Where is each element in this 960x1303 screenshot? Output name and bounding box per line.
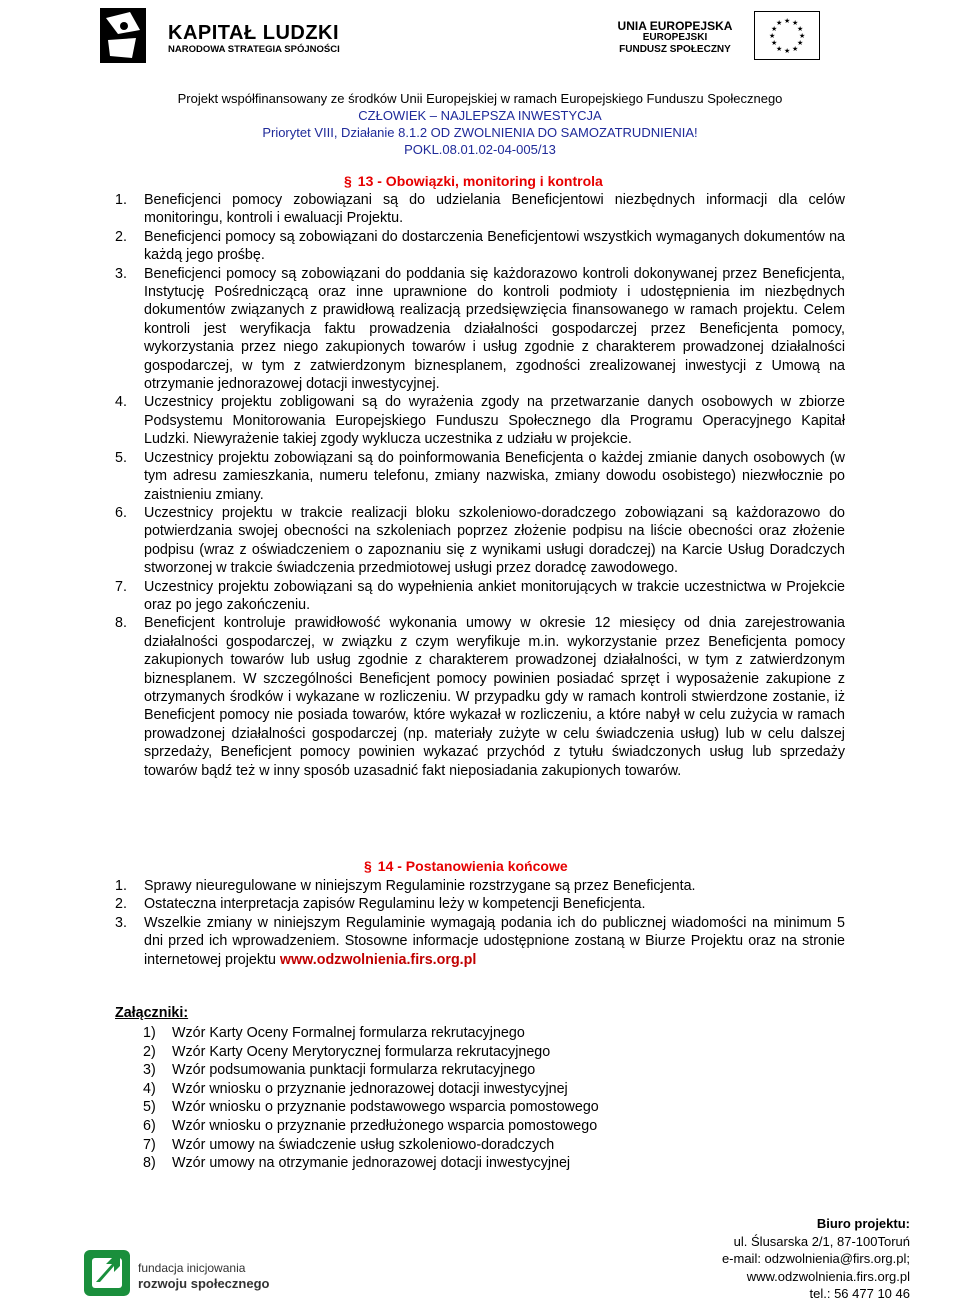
item-number: 6. [115, 504, 127, 521]
svg-text:★: ★ [776, 19, 783, 27]
list-item [115, 504, 845, 578]
item-number: 4. [115, 394, 127, 411]
item-text: Wzór umowy na świadczenie usług szkoleniowo-doradczych [172, 1136, 555, 1153]
list-item [115, 449, 845, 504]
section-14-list [115, 877, 845, 969]
item-text: Wszelkie zmiany w niniejszym Regulaminie wymagają podania ich do publicznej wiadomości na minimum 5 dni przed ich wprowadzeniem. Stosowne informacje udostępnione zostaną w Biurze Projektu oraz na stronie internetowej projektu [144, 914, 845, 968]
item-number: 1) [143, 1025, 156, 1041]
attachment-item [143, 1024, 599, 1043]
item-text: Beneficjenci pomocy są zobowiązani do dostarczenia Beneficjentowi wszystkich wymaganych dokumentów na każdą jego prośbę. [144, 228, 845, 264]
item-number: 1. [115, 192, 127, 208]
attachment-item [143, 1154, 599, 1173]
svg-text:★: ★ [792, 45, 799, 53]
section-title-text: 14 - Postanowienia końcowe [377, 858, 568, 874]
list-item [115, 614, 845, 780]
list-item [115, 228, 845, 265]
firs-logo-icon [82, 1246, 282, 1298]
attachment-item [143, 1136, 599, 1155]
list-item [115, 895, 845, 913]
section-13-list [115, 191, 845, 780]
list-item [115, 191, 845, 228]
header-line-cofinancing: Projekt współfinansowany ze środków Unii Europejskiej w ramach Europejskiego Funduszu Społecznego [177, 91, 783, 106]
svg-text:★: ★ [784, 47, 791, 55]
project-office-info [722, 1215, 910, 1303]
svg-text:★: ★ [769, 32, 776, 40]
eu-logo-text [600, 20, 750, 56]
item-text: Wzór wniosku o przyznanie podstawowego wsparcia pomostowego [172, 1099, 599, 1116]
svg-text:★: ★ [797, 25, 804, 33]
item-number: 7) [143, 1136, 156, 1153]
attachment-item [143, 1061, 599, 1080]
item-text: Uczestnicy projektu zobowiązani są do poinformowania Beneficjenta o każdej zmianie danych osobowych (w tym adresu zamieszkania, numeru telefonu, zmiany nazwiska, zmiany dowodu osobistego) niezwłocznie po zaistnieniu zmiany. [144, 449, 845, 503]
item-number: 6) [143, 1117, 156, 1134]
kapital-ludzki-subtitle: NARODOWA STRATEGIA SPÓJNOŚCI [168, 44, 340, 55]
item-number: 2. [115, 228, 127, 245]
item-text: Uczestnicy projektu w trakcie realizacji bloku szkoleniowo-doradczego zobowiązani są każdorazowo do potwierdzania swojej obecności na szkoleniach poprzez złożenie podpisu na liście obecności oraz złożenie podpisu (wraz z oświadczeniem o zapoznaniu się z wynikami usługi doradczej) na Karcie Usług Doradczych stworzonej w trakcie świadczenia przedmiotowej usługi przez doradcę zawodowego. [144, 504, 845, 577]
item-number: 2) [143, 1043, 156, 1060]
attachments-heading: Załączniki: [115, 1005, 189, 1021]
section-13-title [344, 173, 603, 189]
item-text: Beneficjenci pomocy zobowiązani są do udzielania Beneficjentowi niezbędnych informacji dla celów monitoringu, kontroli i ewaluacji Projektu. [144, 192, 845, 227]
item-number: 2. [115, 896, 127, 913]
kapital-ludzki-title: KAPITAŁ LUDZKI [168, 22, 340, 44]
firs-logo-line: rozwoju społecznego [138, 1276, 270, 1291]
item-text: Uczestnicy projektu zobligowani są do wyrażenia zgody na przetwarzanie danych osobowych w zbiorze Podsystemu Monitorowania Europejskiego Funduszu Społecznego dla Programu Operacyjnego Kapitał Ludzki. Niewyrażenie takiej zgody wyklucza uczestnika z udziału w projekcie. [144, 394, 845, 448]
item-text: Wzór Karty Oceny Formalnej formularza rekrutacyjnego [172, 1025, 525, 1041]
item-number: 3) [143, 1062, 156, 1079]
paragraph-sign: § [364, 858, 372, 874]
header-line-project-code: POKL.08.01.02-04-005/13 [404, 142, 556, 157]
list-item [115, 265, 845, 394]
section-title-text: 13 - Obowiązki, monitoring i kontrola [357, 173, 603, 189]
eu-logo-line: UNIA EUROPEJSKA [617, 19, 733, 33]
eu-logo-line: EUROPEJSKI [642, 32, 708, 43]
svg-text:★: ★ [792, 19, 799, 27]
project-header [0, 90, 960, 158]
eu-flag-icon [754, 11, 820, 60]
item-number: 3. [115, 265, 127, 282]
svg-text:★: ★ [776, 45, 783, 53]
item-text: Wzór podsumowania punktacji formularza rekrutacyjnego [172, 1062, 536, 1079]
svg-text:★: ★ [771, 39, 778, 47]
item-text: Wzór umowy na otrzymanie jednorazowej dotacji inwestycyjnej [172, 1155, 571, 1172]
kapital-ludzki-logo-mark [100, 8, 146, 63]
item-number: 5. [115, 449, 127, 466]
attachment-item [143, 1098, 599, 1117]
item-text: Wzór Karty Oceny Merytorycznej formularza rekrutacyjnego [172, 1043, 551, 1060]
item-text: Wzór wniosku o przyznanie przedłużonego wsparcia pomostowego [172, 1117, 598, 1134]
attachments-list [143, 1024, 599, 1173]
item-number: 5) [143, 1099, 156, 1116]
item-number: 7. [115, 578, 127, 595]
list-item [115, 578, 845, 615]
office-email[interactable]: e-mail: odzwolnienia@firs.org.pl; [721, 1251, 910, 1266]
office-address: ul. Ślusarska 2/1, 87-100Toruń [733, 1233, 910, 1249]
office-website[interactable]: www.odzwolnienia.firs.org.pl [746, 1268, 910, 1284]
svg-text:★: ★ [799, 32, 806, 40]
item-text: Ostateczna interpretacja zapisów Regulaminu leży w kompetencji Beneficjenta. [144, 896, 646, 913]
eu-logo-line: FUNDUSZ SPOŁECZNY [619, 44, 731, 55]
section-14-title [364, 858, 568, 874]
office-phone: tel.: 56 477 10 46 [809, 1286, 910, 1301]
office-heading: Biuro projektu: [816, 1216, 910, 1231]
header-line-priority: Priorytet VIII, Działanie 8.1.2 OD ZWOLNIENIA DO SAMOZATRUDNIENIA! [262, 125, 698, 140]
header-line-slogan: CZŁOWIEK – NAJLEPSZA INWESTYCJA [358, 108, 602, 123]
svg-text:★: ★ [797, 39, 804, 47]
item-number: 1. [115, 878, 127, 894]
item-number: 8) [143, 1155, 156, 1172]
firs-logo-line: fundacja inicjowania [138, 1261, 246, 1275]
list-item [115, 914, 845, 969]
project-website-link[interactable]: www.odzwolnienia.firs.org.pl [279, 951, 477, 968]
svg-text:★: ★ [784, 17, 791, 25]
item-text: Uczestnicy projektu zobowiązani są do wypełnienia ankiet monitorujących w trakcie uczestnictwa w Projekcie oraz po jego zakończeniu. [144, 578, 845, 613]
attachment-item [143, 1117, 599, 1136]
list-item [115, 393, 845, 448]
item-number: 4) [143, 1080, 156, 1097]
firs-logo [82, 1246, 282, 1298]
paragraph-sign: § [344, 173, 352, 189]
attachment-item [143, 1043, 599, 1062]
item-text: Beneficjenci pomocy są zobowiązani do poddania się każdorazowo kontroli dokonywanej przez Beneficjenta, Instytucję Pośredniczącą oraz inne uprawnione do kontroli podmioty i udostępnienia im niezbędnych dokumentów związanych z prawidłową realizacją przedsięwzięcia finansowanego w ramach projektu. Celem kontroli jest weryfikacja faktu prowadzenia działalności gospodarczej przez Beneficjenta pomocy, wykorzystania przez niego zakupionych towarów i usług zgodnie z charakterem prowadzonej działalności gospodarczej, w tym z zatwierdzonym biznesplanem, zgodności zrealizowanej inwestycji z Umową na otrzymanie jednorazowej dotacji inwestycyjnej. [144, 265, 845, 393]
svg-text:★: ★ [771, 25, 778, 33]
attachment-item [143, 1080, 599, 1099]
item-text: Wzór wniosku o przyznanie jednorazowej dotacji inwestycyjnej [172, 1080, 568, 1097]
list-item [115, 877, 845, 895]
item-text: Beneficjent kontroluje prawidłowość wykonania umowy w okresie 12 miesięcy od dnia zarejestrowania działalności gospodarczej, w związku z czym weryfikuje m.in. wykorzystanie przez Beneficjenta pomocy zakupionych towarów lub usług zgodnie z charakterem prowadzonej działalności, w tym z zatwierdzonym biznesplanem. W szczególności Beneficjent pomocy powinien posiadać sprzęt i wyposażenie zakupione z otrzymanych środków i wykazane w rozliczeniu. W przypadku gdy w ramach kontroli stwierdzone zostanie, iż Beneficjent pomocy nie posiada towarów, które wykazał w rozliczeniu, a które nabył w celu zużycia w ramach prowadzonej działalności gospodarczej (np. materiały zużyte w celu świadczenia usług) lub w celu dalszej sprzedaży, Beneficjent pomocy powinien wykazać przychód z tytułu świadczonych usług lub sprzedaży towarów bądź też w inny sposób uzasadnić fakt nieposiadania zakupionych towarów. [144, 615, 845, 779]
item-text: Sprawy nieuregulowane w niniejszym Regulaminie rozstrzygane są przez Beneficjenta. [144, 878, 696, 894]
item-number: 8. [115, 615, 127, 632]
item-number: 3. [115, 914, 127, 931]
